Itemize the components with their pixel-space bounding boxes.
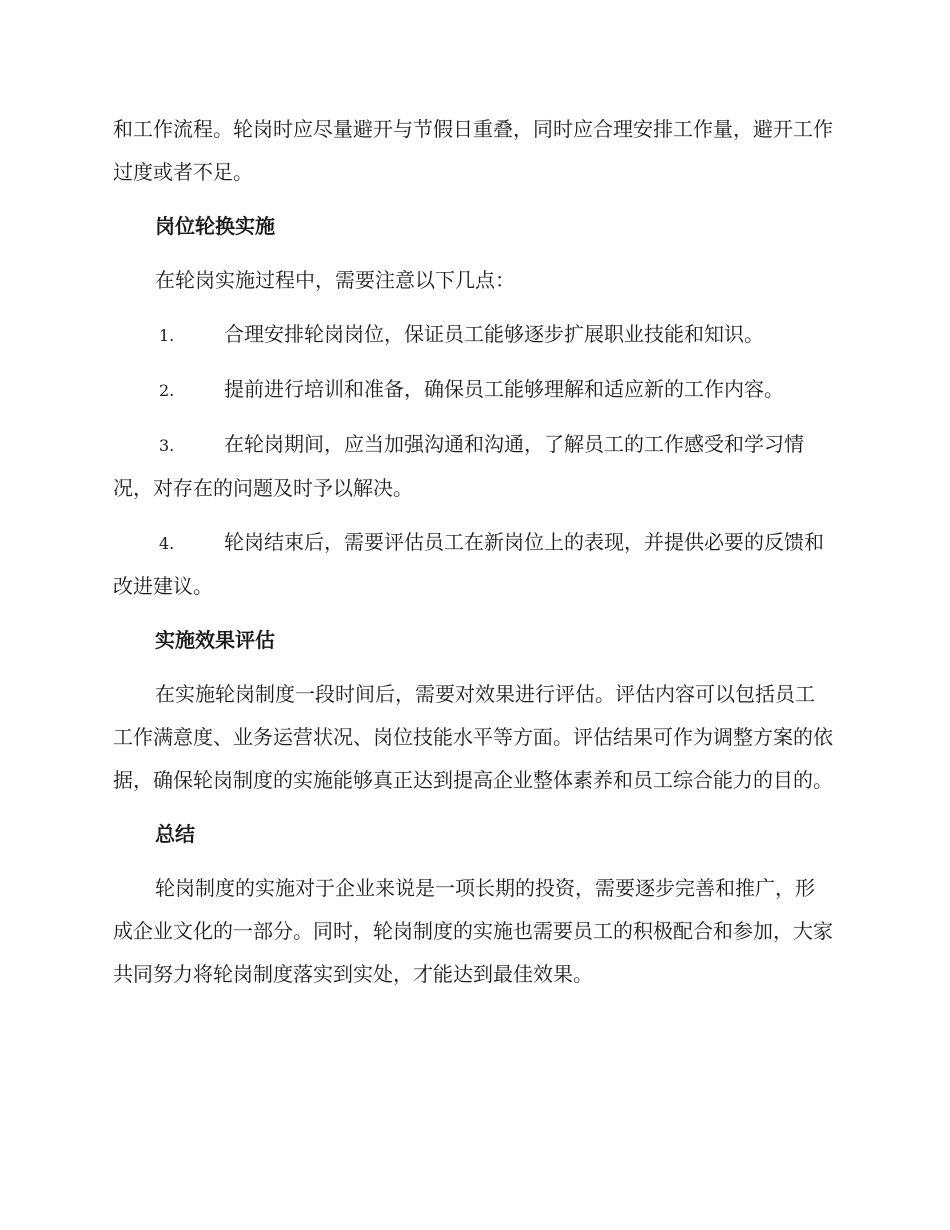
list-item: [113, 368, 833, 412]
section-heading-implementation: 岗位轮换实施: [155, 214, 275, 238]
implementation-intro-paragraph: 在轮岗实施过程中，需要注意以下几点：: [155, 268, 515, 292]
list-number: 4.: [159, 534, 175, 553]
list-number: 1.: [159, 326, 175, 345]
list-item: [113, 423, 833, 510]
section-heading-summary: 总结: [155, 822, 195, 846]
list-number: 3.: [159, 436, 175, 455]
evaluation-paragraph: 在实施轮岗制度一段时间后，需要对效果进行评估。评估内容可以包括员工工作满意度、业务运营状况、岗位技能水平等方面。评估结果可作为调整方案的依据，确保轮岗制度的实施能够真正达到提高企业整体素养和员工综合能力的目的。: [113, 682, 833, 792]
list-number: 2.: [159, 381, 175, 400]
intro-continuation-paragraph: 和工作流程。轮岗时应尽量避开与节假日重叠，同时应合理安排工作量，避开工作过度或者不足。: [113, 117, 833, 184]
list-item-text: 合理安排轮岗岗位，保证员工能够逐步扩展职业技能和知识。: [224, 322, 764, 346]
list-item: [113, 521, 833, 608]
list-item-text: 轮岗结束后，需要评估员工在新岗位上的表现，并提供必要的反馈和改进建议。: [113, 530, 824, 598]
summary-paragraph: 轮岗制度的实施对于企业来说是一项长期的投资，需要逐步完善和推广，形成企业文化的一部分。同时，轮岗制度的实施也需要员工的积极配合和参加，大家共同努力将轮岗制度落实到实处，才能达到最佳效果。: [113, 876, 833, 986]
section-heading-evaluation: 实施效果评估: [155, 628, 275, 652]
list-item-text: 提前进行培训和准备，确保员工能够理解和适应新的工作内容。: [224, 377, 784, 401]
list-item: [113, 313, 833, 357]
list-item-text: 在轮岗期间，应当加强沟通和沟通，了解员工的工作感受和学习情况，对存在的问题及时予以解决。: [113, 432, 804, 500]
document-page: [113, 108, 833, 1007]
